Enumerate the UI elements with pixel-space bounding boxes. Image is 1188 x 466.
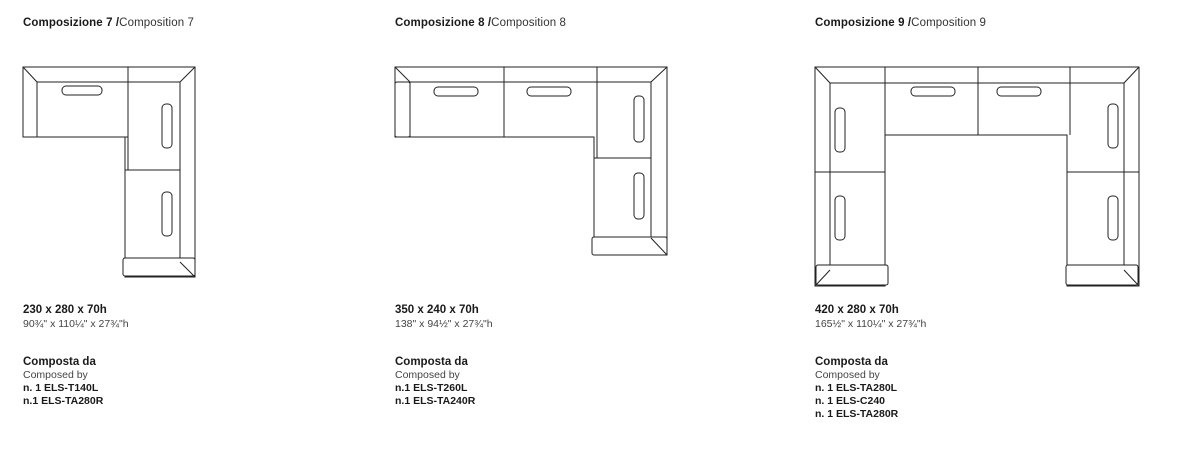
sofa-floorplan-drawing	[394, 60, 684, 260]
component-item: n. 1 ELS-C240	[815, 395, 886, 407]
component-item: n.1 ELS-T260L	[395, 382, 468, 394]
composed-label-italian: Composta da	[395, 356, 468, 368]
sofa-floorplan-drawing	[814, 60, 1154, 290]
dimensions-imperial: 90¾" x 110¼" x 27¾"h	[23, 318, 129, 330]
composed-label-english: Composed by	[815, 369, 880, 381]
dimensions-imperial: 138" x 94½" x 27¾"h	[395, 318, 493, 330]
dimensions-metric: 420 x 280 x 70h	[815, 304, 899, 316]
title-english: Composition 8	[491, 17, 566, 29]
composition-title	[395, 17, 566, 29]
dimensions-imperial: 165½" x 110¼" x 27¾"h	[815, 318, 927, 330]
composed-label-italian: Composta da	[23, 356, 96, 368]
title-italian: Composizione 8	[395, 17, 485, 29]
composed-label-english: Composed by	[395, 369, 460, 381]
sofa-floorplan-drawing	[22, 60, 202, 285]
composed-by-section	[395, 355, 475, 408]
title-italian: Composizione 9	[815, 17, 905, 29]
dimensions-metric: 230 x 280 x 70h	[23, 304, 107, 316]
component-item: n. 1 ELS-T140L	[23, 382, 99, 394]
composition-title	[815, 17, 986, 29]
component-item: n. 1 ELS-TA280L	[815, 382, 898, 394]
component-item: n. 1 ELS-TA280R	[815, 408, 899, 420]
dimensions-metric: 350 x 240 x 70h	[395, 304, 479, 316]
composition-8	[394, 0, 794, 466]
composed-label-english: Composed by	[23, 369, 88, 381]
dimensions	[395, 303, 493, 331]
title-english: Composition 9	[911, 17, 986, 29]
title-separator: /	[487, 17, 492, 29]
composed-label-italian: Composta da	[815, 356, 888, 368]
composition-9	[814, 0, 1174, 466]
composed-by-section	[815, 355, 898, 421]
title-english: Composition 7	[119, 17, 194, 29]
title-separator: /	[115, 17, 120, 29]
composed-by-section	[23, 355, 103, 408]
component-item: n.1 ELS-TA280R	[23, 395, 104, 407]
title-italian: Composizione 7	[23, 17, 113, 29]
dimensions	[815, 303, 926, 331]
composition-title	[23, 17, 194, 29]
composition-7	[22, 0, 362, 466]
title-separator: /	[907, 17, 912, 29]
component-item: n.1 ELS-TA240R	[395, 395, 476, 407]
dimensions	[23, 303, 129, 331]
